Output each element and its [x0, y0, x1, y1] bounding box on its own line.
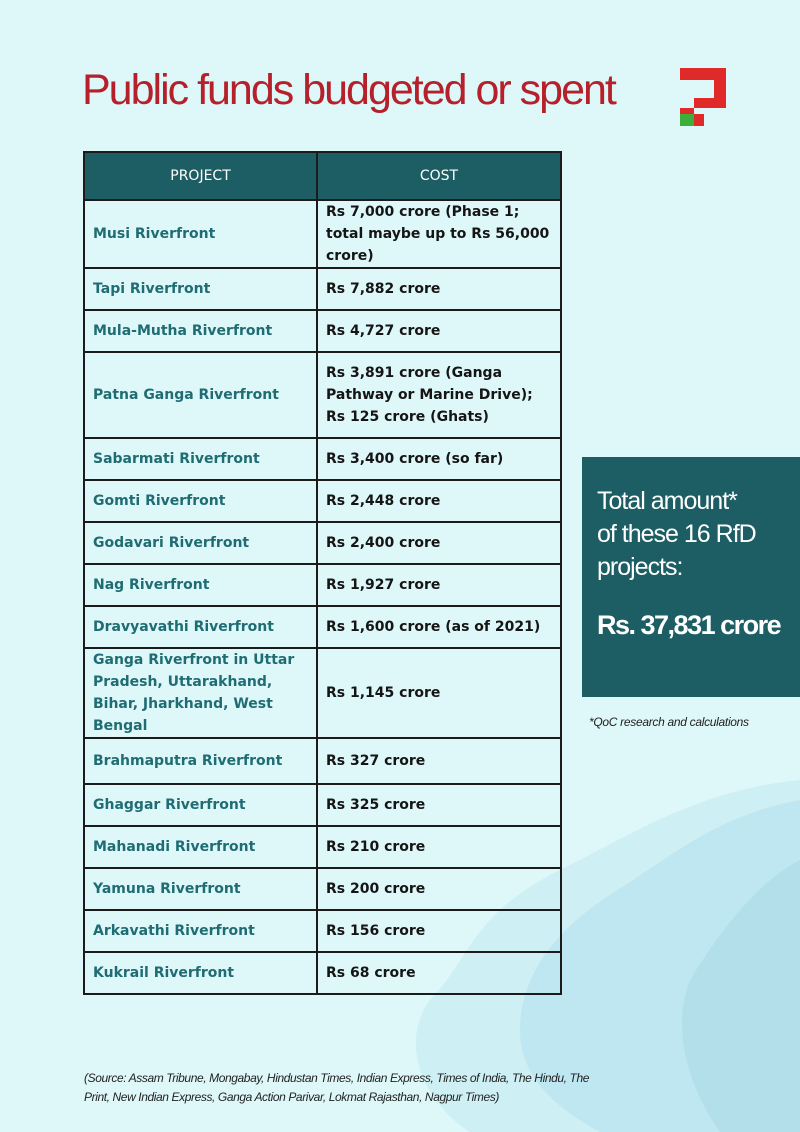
table-row [84, 522, 561, 564]
brand-logo-icon [680, 68, 726, 126]
cost-cell: Rs 325 crore [317, 784, 561, 826]
table-row [84, 738, 561, 784]
cost-column-header: COST [317, 152, 561, 200]
cost-cell: Rs 200 crore [317, 868, 561, 910]
project-cell: Arkavathi Riverfront [84, 910, 317, 952]
project-cell: Kukrail Riverfront [84, 952, 317, 994]
project-cell: Musi Riverfront [84, 200, 317, 268]
table-row [84, 910, 561, 952]
table-row [84, 438, 561, 480]
cost-cell: Rs 68 crore [317, 952, 561, 994]
project-cell: Ghaggar Riverfront [84, 784, 317, 826]
cost-cell: Rs 1,600 crore (as of 2021) [317, 606, 561, 648]
cost-cell: Rs 4,727 crore [317, 310, 561, 352]
table-row [84, 268, 561, 310]
project-cell: Sabarmati Riverfront [84, 438, 317, 480]
total-amount-label [597, 485, 800, 584]
table-row [84, 310, 561, 352]
table-row [84, 352, 561, 438]
total-amount-value: Rs. 37,831 crore [597, 610, 781, 640]
table-row [84, 200, 561, 268]
table-row [84, 480, 561, 522]
project-cell: Ganga Riverfront in Uttar Pradesh, Uttarakhand, Bihar, Jharkhand, West Bengal [84, 648, 317, 738]
project-cell: Godavari Riverfront [84, 522, 317, 564]
footnote: *QoC research and calculations [589, 715, 749, 729]
total-amount-panel [582, 457, 800, 697]
page-title: Public funds budgeted or spent [82, 66, 615, 114]
table-row [84, 868, 561, 910]
project-cell: Mahanadi Riverfront [84, 826, 317, 868]
cost-cell: Rs 7,000 crore (Phase 1; total maybe up to Rs 56,000 crore) [317, 200, 561, 268]
project-cell: Brahmaputra Riverfront [84, 738, 317, 784]
total-label-line: of these 16 RfD [597, 520, 756, 548]
cost-cell: Rs 7,882 crore [317, 268, 561, 310]
cost-cell: Rs 327 crore [317, 738, 561, 784]
table-row [84, 952, 561, 994]
cost-cell: Rs 3,891 crore (Ganga Pathway or Marine Drive); Rs 125 crore (Ghats) [317, 352, 561, 438]
project-cell: Yamuna Riverfront [84, 868, 317, 910]
table-row [84, 564, 561, 606]
project-cell: Mula-Mutha Riverfront [84, 310, 317, 352]
cost-cell: Rs 1,145 crore [317, 648, 561, 738]
table-row [84, 784, 561, 826]
table-row [84, 648, 561, 738]
project-cell: Tapi Riverfront [84, 268, 317, 310]
table-row [84, 826, 561, 868]
cost-cell: Rs 1,927 crore [317, 564, 561, 606]
cost-cell: Rs 2,448 crore [317, 480, 561, 522]
table-row [84, 606, 561, 648]
table-header-row [84, 152, 561, 200]
source-citation: (Source: Assam Tribune, Mongabay, Hindustan Times, Indian Express, Times of India, The Hindu, The Print, New Indian Express, Ganga Action Parivar, Lokmat Rajasthan, Nagpur Times) [84, 1071, 590, 1104]
total-label-line: Total amount* [597, 487, 737, 515]
project-cell: Patna Ganga Riverfront [84, 352, 317, 438]
project-column-header: PROJECT [84, 152, 317, 200]
cost-cell: Rs 156 crore [317, 910, 561, 952]
project-cell: Gomti Riverfront [84, 480, 317, 522]
funds-table [83, 151, 562, 995]
cost-cell: Rs 2,400 crore [317, 522, 561, 564]
total-label-line: projects: [597, 553, 683, 581]
cost-cell: Rs 210 crore [317, 826, 561, 868]
project-cell: Dravyavathi Riverfront [84, 606, 317, 648]
project-cell: Nag Riverfront [84, 564, 317, 606]
cost-cell: Rs 3,400 crore (so far) [317, 438, 561, 480]
